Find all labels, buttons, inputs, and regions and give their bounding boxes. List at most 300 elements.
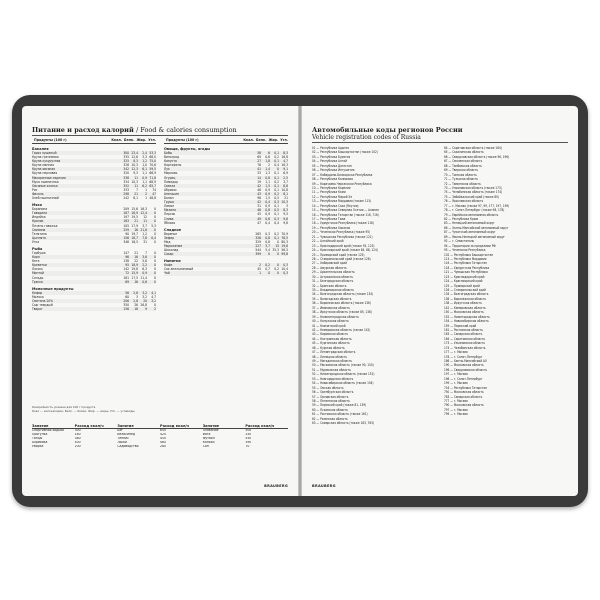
region-code-row: 39 — Калининградская область (312, 314, 359, 319)
food-name: Мука пшеничная (32, 179, 59, 184)
food-value: 14 (257, 175, 261, 180)
food-value: 45 (257, 267, 261, 272)
energy-cell: 420 (160, 432, 166, 436)
food-value: 0 (154, 219, 156, 224)
food-name: Крупа манная (32, 163, 54, 168)
region-code-row: 46 — Курская область (312, 345, 345, 350)
region-code-row: 56 — Оренбургская область (312, 390, 354, 395)
region-code-row: 05 — Республика Дагестан (312, 163, 352, 168)
food-value: 58 (257, 151, 261, 155)
region-code-row: 10 — Республика Карелия (312, 185, 351, 190)
food-name: Минтай (32, 271, 44, 276)
food-name: Говядина (32, 211, 47, 216)
region-code-row: 14 — Республика Саха (Якутия) (312, 203, 359, 208)
region-code-row: 32 — Брянская область (312, 283, 347, 288)
energy-cell: 460 (160, 440, 166, 444)
food-value: 4,7 (283, 159, 288, 164)
food-value: 0,4 (265, 200, 270, 205)
energy-header-cell: Расход ккал/ч (245, 424, 275, 428)
region-code-row: 177 — г. Москва (444, 350, 468, 355)
region-code-row: 62 — Рязанская область (312, 416, 348, 421)
food-name: Апельсин (164, 191, 179, 196)
food-value: 161 (123, 275, 129, 280)
food-value: 47 (257, 220, 261, 225)
region-code-row: 54 — Новосибирская область (также 154) (312, 381, 374, 386)
food-value: 7,8 (142, 235, 147, 240)
food-value: 5,3 (151, 223, 156, 228)
food-name: Сахар (164, 252, 174, 257)
column-header: Жир. (136, 138, 147, 142)
food-value: 33 (257, 171, 261, 176)
food-value: 7 (136, 187, 138, 192)
region-code-row: 40 — Калужская область (312, 319, 349, 324)
region-code-row: 161 — Ростовская область (444, 327, 483, 332)
food-value: 49 (257, 216, 261, 221)
region-code-row: 777 — г. Москва (444, 398, 468, 403)
food-value: 0,1 (274, 159, 279, 164)
food-value: 3,2 (142, 290, 147, 295)
food-value: 328 (123, 163, 129, 168)
region-code-row: 19 — Республика Хакасия (312, 225, 351, 230)
food-value: 16,8 (281, 155, 288, 160)
energy-cell: Аэробика (32, 440, 48, 444)
column-header: Угл. (148, 138, 156, 142)
energy-cell: Прогулка (32, 432, 48, 436)
energy-header-cell: Расход ккал/ч (74, 424, 104, 428)
food-value: 60 (125, 294, 129, 299)
food-value: 0 (154, 259, 156, 264)
food-value: 0,1 (274, 204, 279, 209)
food-value: 334 (123, 179, 129, 184)
food-value: 9,8 (283, 220, 288, 225)
energy-cell: Теннис (117, 436, 129, 440)
region-code-row: 29 — Архангельская область (312, 270, 355, 275)
food-value: 2 (145, 191, 147, 196)
food-value: 0,3 (274, 200, 279, 205)
food-value: 0,1 (274, 212, 279, 217)
region-code-row: 36 — Воронежская область (также 136) (312, 301, 371, 306)
food-row (164, 221, 288, 225)
food-value: 0,2 (274, 267, 279, 272)
food-value: 8,3 (283, 208, 288, 213)
food-value: 1,4 (265, 167, 270, 172)
food-value: 209 (123, 207, 129, 212)
food-value: 0,8 (265, 216, 270, 221)
region-code-row: 08 — Республика Калмыкия (312, 177, 353, 182)
food-name: Малина (164, 208, 176, 213)
food-value: 0,4 (151, 235, 156, 240)
food-value: 227 (255, 243, 261, 248)
food-name: Сыр твердый (32, 303, 53, 307)
food-value: 325 (123, 159, 129, 164)
food-value: 11 (134, 175, 138, 180)
food-value: 1 (145, 196, 147, 201)
food-value: 21 (134, 219, 138, 224)
food-value: 19 (257, 179, 261, 184)
food-value: 41 (257, 167, 261, 172)
food-section-heading: Молочные продукты (32, 285, 74, 291)
food-name: Помидор (164, 179, 178, 184)
food-value: 74 (152, 187, 156, 192)
region-code-row: 95 — Чеченская Республика (444, 248, 486, 253)
food-value: 12,6 (131, 155, 138, 160)
food-value: 0 (154, 303, 156, 307)
food-value: 16,3 (140, 207, 147, 212)
food-value: 10,4 (281, 267, 288, 272)
food-name: Лук (164, 167, 170, 172)
region-code-row: 58 — Пензенская область (312, 398, 350, 403)
region-code-row: 33 — Владимирская область (312, 288, 355, 292)
brand-logo: BRAUBERG (312, 484, 336, 488)
region-code-row: 15 — Республика Северная Осетия — Алания (312, 208, 379, 213)
right-page (302, 106, 578, 496)
brand-logo: BRAUBERG (264, 484, 288, 488)
region-code-row: 26 — Ставропольский край (также 126) (312, 256, 371, 261)
region-codes-column-1 (312, 146, 437, 426)
food-value: 0 (277, 239, 279, 244)
region-code-row: 55 — Омская область (312, 385, 344, 390)
region-code-row: 164 — Саратовская область (444, 336, 486, 341)
energy-cell: 200 (74, 444, 81, 448)
energy-cell: 500 (245, 429, 252, 432)
food-value: 187 (123, 211, 129, 216)
energy-cell: 380 (74, 436, 81, 440)
food-value: 18,9 (131, 211, 138, 216)
food-value: 1,0 (142, 163, 147, 168)
region-code-row: 77 — г. Москва (также 97, 99, 177, 197, 199) (444, 203, 510, 208)
region-code-row: 64 — Саратовская область (также 164) (444, 146, 502, 150)
region-code-row: 126 — Ставропольский край (444, 288, 486, 292)
food-value: 0 (154, 267, 156, 272)
region-code-row: 66 — Свердловская область (также 96, 196) (444, 154, 510, 159)
food-name: Сметана 20% (32, 298, 53, 303)
energy-cell: 70 (245, 444, 250, 448)
food-value: 16 (134, 255, 138, 260)
food-value: 15,9 (131, 271, 138, 276)
food-value: 0,2 (274, 191, 279, 196)
food-value: 16,3 (281, 163, 288, 168)
column-header: Ккал. (243, 138, 254, 142)
region-code-row: 28 — Амурская область (312, 265, 347, 270)
region-code-row: 11 — Республика Коми (312, 190, 346, 195)
food-value: 352 (123, 183, 129, 188)
food-name: Сельдь (32, 275, 44, 280)
food-name: Крупа перловая (32, 171, 58, 176)
energy-table-body (32, 429, 288, 449)
food-value: 5,4 (265, 248, 270, 253)
food-value: 544 (255, 248, 261, 253)
region-code-row: 49 — Магаданская область (312, 359, 352, 363)
food-name: Слива (164, 216, 174, 221)
food-name: Бобы (164, 151, 173, 155)
region-code-row: 92 — г. Севастополь (444, 239, 475, 244)
left-page (22, 106, 298, 496)
food-value: 1,1 (142, 171, 147, 176)
food-value: 31 (257, 204, 261, 209)
food-value: 53,3 (149, 151, 156, 155)
food-value: 156 (123, 235, 129, 240)
food-value: 0,4 (265, 220, 270, 225)
food-value: 0 (154, 263, 156, 268)
food-value: 0,9 (265, 191, 270, 196)
food-section-heading: Напитки (164, 258, 181, 264)
energy-cell: Велосипед (117, 432, 136, 436)
food-value: 72 (125, 271, 129, 276)
region-code-row: 89 — Ямало-Ненецкий автономный округ (444, 234, 505, 239)
food-value: 0,1 (274, 175, 279, 180)
food-value: 0,4 (274, 163, 279, 168)
food-row (32, 280, 156, 284)
food-value: 3,2 (142, 294, 147, 299)
food-value: 10,3 (281, 200, 288, 205)
food-value: 0,8 (265, 175, 270, 180)
food-value: 6 (268, 151, 270, 155)
region-code-row: 174 — Челябинская область (444, 345, 486, 350)
region-code-row: 45 — Курганская область (312, 341, 350, 346)
food-value: 3,3 (142, 155, 147, 160)
region-code-row: 121 — Чувашская Республика (444, 270, 488, 275)
food-section-heading: Рыба (32, 245, 43, 251)
food-value: 46 (257, 208, 261, 213)
food-value: 1,2 (142, 159, 147, 164)
region-code-row: 34 — Волгоградская область (также 134) (312, 292, 374, 297)
food-value: 66,9 (149, 171, 156, 176)
food-value: 56 (125, 290, 129, 295)
energy-cell: Сон (202, 444, 209, 448)
food-value: 96 (125, 255, 129, 260)
region-code-row: 70 — Томская область (444, 172, 477, 177)
region-code-row: 03 — Республика Бурятия (312, 154, 351, 159)
food-name: Зефир (164, 235, 175, 240)
region-code-row: 02 — Республика Башкортостан (также 102) (312, 150, 378, 155)
energy-cell: 450 (160, 436, 166, 440)
food-value: 1,3 (265, 171, 270, 176)
food-value: 1,1 (142, 179, 147, 184)
food-name: Яблоко (164, 220, 176, 225)
region-code-row: 37 — Ивановская область (312, 305, 350, 310)
food-value: 0 (154, 207, 156, 212)
region-code-row: 74 — Челябинская область (также 174) (444, 190, 503, 195)
food-value: 45 (257, 212, 261, 217)
food-name: Цыплята (32, 235, 46, 240)
food-value: 0,9 (265, 204, 270, 209)
food-name: Крупа овсяная (32, 167, 55, 172)
food-value: 0,1 (274, 171, 279, 176)
food-name: Креветки (32, 263, 47, 268)
food-value: 3,6 (142, 255, 147, 260)
food-value: 99,8 (281, 252, 288, 257)
food-value: 3,7 (142, 223, 147, 228)
region-code-row: 86 — Ханты-Мансийский автономный округ (444, 225, 509, 230)
region-code-row: 190 — Московская область (444, 363, 484, 368)
food-value: 31 (143, 239, 147, 244)
food-value: 0,3 (283, 271, 288, 276)
food-value: 70,9 (281, 231, 288, 236)
region-code-row: 04 — Республика Алтай (312, 159, 347, 164)
food-value: 0,7 (265, 267, 270, 272)
region-code-row: 63 — Самарская область (также 163, 763) (312, 421, 375, 426)
food-value: 23,4 (131, 151, 138, 155)
energy-cell: Коньки (202, 440, 215, 444)
food-row (32, 307, 156, 311)
food-value: 335 (123, 155, 129, 160)
region-code-row: 22 — Алтайский край (312, 239, 344, 244)
food-value: 2 (154, 307, 156, 312)
region-code-row: 87 — Чукотский автономный округ (444, 230, 496, 235)
region-code-row: 48 — Липецкая область (312, 354, 348, 359)
energy-cell: Бег (117, 429, 123, 432)
region-code-row: 78 — г. Санкт-Петербург (также 98, 178) (444, 208, 505, 213)
energy-cell: 400 (74, 440, 81, 444)
food-table-column-2 (164, 138, 288, 276)
region-code-row: 199 — г. Москва (444, 381, 468, 386)
food-name: Кофе (164, 263, 173, 268)
food-value: 4,7 (151, 294, 156, 299)
food-value: 6,3 (142, 267, 147, 272)
region-code-row: 113 — Республика Мордовия (444, 256, 487, 261)
food-value: 18,9 (131, 263, 138, 268)
food-value: 0 (277, 252, 279, 257)
food-value: 0,2 (274, 155, 279, 160)
food-value: 0 (154, 215, 156, 220)
food-value: 76 (257, 163, 261, 168)
food-value: 12,4 (140, 211, 147, 216)
food-value: 42 (257, 183, 261, 188)
region-code-row: 07 — Кабардино-Балкарская Республика (312, 172, 373, 177)
food-value: 0 (154, 239, 156, 244)
energy-cell: Лыжи (117, 440, 127, 444)
energy-table (32, 424, 288, 449)
energy-cell: 250 (245, 432, 252, 436)
region-code-row: 797 — г. Москва (444, 407, 468, 412)
region-code-row: 83 — Ненецкий автономный округ (444, 221, 495, 226)
region-code-row: 65 — Сахалинская область (444, 150, 484, 155)
column-header: Ккал. (111, 138, 122, 142)
left-page-title (32, 126, 237, 134)
food-table-header (32, 138, 156, 144)
food-section-heading: Бакалея (32, 146, 49, 151)
region-code-row: 150 — Московская область (444, 310, 484, 315)
food-value: 156 (123, 307, 129, 312)
food-value: 69 (125, 279, 129, 284)
food-value: 0,3 (265, 231, 270, 236)
food-name: Сок апельсиновый (164, 267, 194, 272)
food-table-column-1 (32, 138, 156, 311)
title-divider (312, 142, 568, 143)
region-code-row: 82 — Республика Крым (444, 217, 479, 221)
food-value: 43 (257, 191, 261, 196)
note-line: Ккал — килокалории, Белк. — белки, Жир. — жиры, Угл. — углеводы (32, 408, 135, 413)
food-value: 19,8 (131, 267, 138, 272)
food-value: 320 (123, 171, 129, 176)
region-code-row: 06 — Республика Ингушетия (312, 168, 355, 173)
food-value: 0,8 (265, 239, 270, 244)
food-value: 265 (255, 231, 261, 236)
food-value: 11,4 (140, 275, 147, 280)
energy-cell: 180 (74, 432, 81, 436)
food-name: Варенье (164, 231, 178, 236)
food-value: 47 (152, 191, 156, 196)
food-value: 350 (123, 303, 129, 307)
food-name: Кефир (32, 290, 43, 295)
energy-cell: 550 (245, 436, 252, 440)
energy-cell: 280 (160, 444, 166, 448)
food-value: 18,7 (131, 235, 138, 240)
food-value: 21 (284, 196, 288, 201)
food-value: 3,7 (265, 243, 270, 248)
food-value: 259 (123, 227, 129, 232)
food-value: 21,6 (140, 227, 147, 232)
food-value: 8,8 (283, 183, 288, 188)
food-value: 6,1 (142, 167, 147, 172)
food-value: 1,8 (265, 159, 270, 164)
food-name: Морковь (164, 171, 178, 176)
food-value: 59,5 (149, 167, 156, 172)
food-name: Горбуша (32, 250, 46, 255)
food-value: 42 (257, 200, 261, 205)
note-line: Калорийность указана для 100 г продукта (32, 405, 96, 409)
region-code-row: 42 — Кемеровская область (также 142) (312, 327, 371, 332)
food-value: 75,0 (149, 159, 156, 164)
food-value: 3 (136, 294, 138, 299)
food-section-heading: Мясо (32, 202, 42, 208)
food-value: 0,2 (274, 231, 279, 236)
region-code-row: 124 — Красноярский край (444, 279, 483, 284)
food-value: 0,1 (274, 183, 279, 188)
food-value: 329 (255, 239, 261, 244)
food-value: 0,9 (142, 271, 147, 276)
energy-cell: Йога (202, 432, 211, 436)
food-value: 8,1 (283, 191, 288, 196)
food-value: 333 (123, 187, 129, 192)
food-value: 9,6 (283, 216, 288, 221)
energy-cell: Танцы (32, 436, 43, 440)
column-header: Жир. (268, 138, 279, 142)
food-value: 300 (123, 151, 129, 155)
food-name: Фасоль (32, 191, 44, 196)
region-code-row: 763 — Самарская область (444, 394, 483, 399)
food-name: Шоколад (164, 248, 179, 253)
region-code-row: 154 — Новосибирская область (444, 319, 489, 324)
food-value: 8,3 (133, 159, 138, 164)
food-name: Утка (32, 239, 40, 244)
food-name: Печень говяжья (32, 223, 58, 228)
region-code-row: 13 — Республика Мордовия (также 113) (312, 199, 372, 204)
food-title: Питание и расход калорий (32, 126, 134, 134)
food-section-heading: Сладкое (164, 226, 182, 232)
food-value: 0 (154, 231, 156, 236)
food-value: 2,8 (133, 298, 138, 303)
food-value: 0,1 (274, 235, 279, 240)
food-value: 3 (286, 204, 288, 209)
region-code-row: 197 — г. Москва (444, 372, 468, 377)
food-value: 48,8 (149, 196, 156, 201)
region-code-row: 75 — Забайкальский край (также 80) (444, 194, 500, 199)
food-name: Мед (164, 239, 171, 244)
food-value: 1,5 (265, 196, 270, 201)
region-code-row: 134 — Волгоградская область (444, 292, 489, 297)
food-value: 1,2 (142, 231, 147, 236)
region-code-row: 47 — Ленинградская область (312, 350, 356, 355)
region-code-row: 159 — Пермский край (444, 323, 477, 328)
region-code-row: 51 — Мурманская область (312, 367, 351, 372)
region-code-row: 30 — Астраханская область (312, 274, 353, 279)
energy-header-cell: Расход ккал/ч (160, 424, 190, 428)
food-value: 138 (123, 259, 129, 264)
food-value: 2,8 (133, 290, 138, 295)
food-value: 16,5 (131, 239, 138, 244)
column-header: Продукты (100 г) (34, 138, 67, 142)
